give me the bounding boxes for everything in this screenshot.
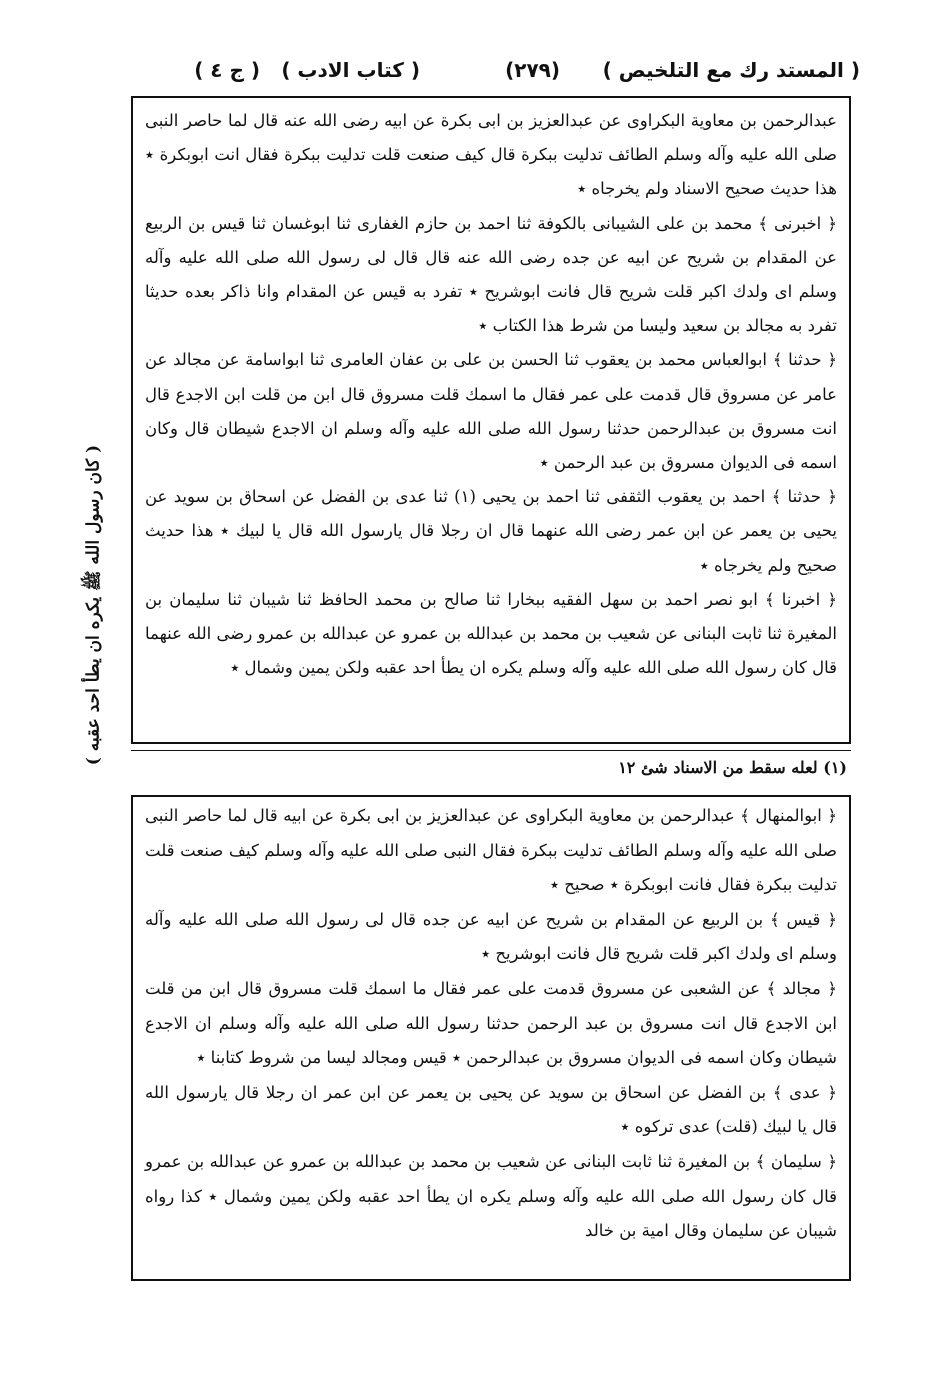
running-header: [140, 58, 860, 92]
summary-text-frame: [131, 795, 851, 1281]
paragraph: ﴿ ابوالمنهال ﴾ عبدالرحمن بن معاوية البكراوى عن عبدالعزيز بن ابى بكرة عن ابيه قال لما حاصر النبى صلى الله عليه وآله وسلم الطائف تدليت ببكرة فقال النبى صلى الله عليه وآله وسلم كيف صنعت قلت تدليت ببكرة فقال فانت ابوبكرة ٭ صحيح ٭: [145, 806, 837, 895]
summary-text: [133, 797, 849, 1249]
paragraph: ﴿ مجالد ﴾ عن الشعبى عن مسروق قدمت على عمر فقال ما اسمك قلت مسروق قال ابن من قلت ابن الاجدع قال انت مسروق بن عبد الرحمن حدثنا رسول الله صلى الله عليه وآله وسلم ان الاجدع شيطان وكان اسمه فى الديوان مسروق بن عبدالرحمن ٭ قيس ومجالد ليسا من شروط كتابنا ٭: [145, 978, 837, 1068]
paragraph: ﴿ قيس ﴾ بن الربيع عن المقدام بن شريح عن ابيه عن جده قال لى رسول الله صلى الله عليه وآله وسلم اى ولدك اكبر قلت شريح قال فانت ابوشريح ٭: [145, 909, 837, 964]
main-text-frame: [131, 96, 851, 744]
paragraph: ﴿ سليمان ﴾ بن المغيرة ثنا ثابت البنانى عن شعيب بن محمد بن عبدالله بن عمرو عن عبدالله بن عمرو قال كان رسول الله صلى الله عليه وآله وسلم يكره ان يطأ احد عقبه ولكن يمين وشمال ٭ كذا رواه شيبان عن سليمان وقال امية بن خالد: [145, 1151, 837, 1241]
main-text: [133, 98, 849, 685]
margin-note: [60, 440, 130, 770]
volume-number: ( ج ٤ ): [194, 58, 260, 82]
header-title: ( المستد رك مع التلخيص ): [602, 58, 860, 82]
footnote: (١) لعله سقط من الاسناد شئ ١٢: [618, 758, 847, 777]
paragraph: عبدالرحمن بن معاوية البكراوى عن عبدالعزيز بن ابى بكرة عن ابيه رضى الله عنه قال لما حاصر النبى صلى الله عليه وآله وسلم الطائف تدليت ببكرة قال كيف صنعت قلت تدليت ببكرة فقال انت ابوبكرة ٭ هذا حديث صحيح الاسناد ولم يخرجاه ٭: [145, 111, 837, 199]
paragraph: ﴿ حدثنا ﴾ ابوالعباس محمد بن يعقوب ثنا الحسن بن على بن عفان العامرى ثنا ابواسامة عن مجالد عن عامر عن مسروق قال قدمت على عمر فقال ما اسمك قلت مسروق قال ابن من قلت ابن الاجدع قال انت مسروق بن عبدالرحمن حدثنا رسول الله صلى الله عليه وآله وسلم ان الاجدع شيطان قال وكان اسمه فى الديوان مسروق بن عبد الرحمن ٭: [145, 350, 837, 473]
footnote-divider: [131, 750, 851, 751]
paragraph: ﴿ اخبرنا ﴾ ابو نصر احمد بن سهل الفقيه ببخارا ثنا صالح بن محمد الحافظ ثنا شيبان ثنا سليمان بن المغيرة ثنا ثابت البنانى عن شعيب بن محمد بن عبدالله بن عمرو عن عبدالله بن عمرو رضى الله عنهما قال كان رسول الله صلى الله عليه وآله وسلم يكره ان يطأ احد عقبه ولكن يمين وشمال ٭: [145, 589, 837, 678]
page-number: (٢٧٩): [505, 58, 560, 82]
paragraph: ﴿ عدى ﴾ بن الفضل عن اسحاق بن سويد عن يحيى بن يعمر عن ابن عمر ان رجلا قال يارسول الله قال يا لبيك (قلت) عدى تركوه ٭: [145, 1082, 837, 1137]
book-title: ( كتاب الادب ): [281, 58, 420, 82]
margin-note-text: ( كان رسول الله ﷺ يكره ان يطأ احد عقبه ): [83, 444, 104, 766]
paragraph: ﴿ حدثنا ﴾ احمد بن يعقوب الثقفى ثنا احمد بن يحيى (١) ثنا عدى بن الفضل عن اسحاق بن سويد عن يحيى بن يعمر عن ابن عمر رضى الله عنهما قال ان رجلا قال يارسول الله قال يا لبيك ٭ هذا حديث صحيح ولم يخرجاه ٭: [145, 487, 837, 575]
paragraph: ﴿ اخبرنى ﴾ محمد بن على الشيبانى بالكوفة ثنا احمد بن حازم الغفارى ثنا ابوغسان ثنا قيس بن الربيع عن المقدام بن شريح عن ابيه عن جده رضى الله عنه قال قال لى رسول الله صلى الله عليه وآله وسلم اى ولدك اكبر قلت شريح قال فانت ابوشريح ٭ تفرد به قيس عن المقدام وانا ذاكر بعده حديثا تفرد به مجالد بن سعيد وليسا من شرط هذا الكتاب ٭: [145, 213, 837, 336]
